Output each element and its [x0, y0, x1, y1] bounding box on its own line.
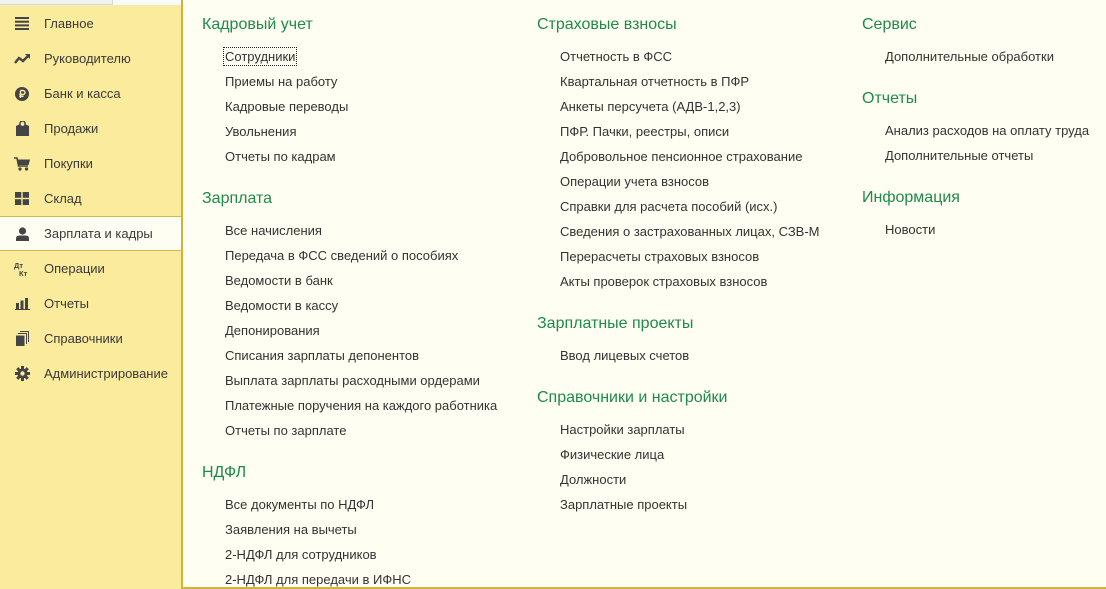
link-szv-m[interactable]: Сведения о застрахованных лицах, СЗВ-М	[560, 224, 820, 239]
sections-sidebar	[0, 6, 181, 589]
ruble-coin-icon	[14, 86, 30, 102]
gear-icon	[14, 366, 30, 382]
sidebar-item-label: Продажи	[44, 121, 99, 136]
link-payment-orders[interactable]: Платежные поручения на каждого работника	[225, 398, 498, 413]
link-deduction-applications[interactable]: Заявления на вычеты	[225, 522, 357, 537]
top-tab-segment	[112, 0, 181, 5]
sidebar-item-label: Банк и касса	[44, 86, 121, 101]
link-labor-cost-analysis[interactable]: Анализ расходов на оплату труда	[885, 123, 1090, 138]
person-icon	[14, 226, 30, 242]
link-pfr-quarterly[interactable]: Квартальная отчетность в ПФР	[560, 74, 750, 89]
link-cash-statements[interactable]: Ведомости в кассу	[225, 298, 339, 313]
sidebar-item-administration[interactable]	[0, 356, 181, 391]
link-individuals[interactable]: Физические лица	[560, 447, 665, 462]
link-employees[interactable]: Сотрудники	[225, 49, 296, 64]
sidebar-item-reports[interactable]	[0, 286, 181, 321]
link-all-accruals[interactable]: Все начисления	[225, 223, 322, 238]
link-news[interactable]: Новости	[885, 222, 936, 237]
group-title-salary-projects: Зарплатные проекты	[537, 315, 694, 332]
link-dismissals[interactable]: Увольнения	[225, 124, 297, 139]
link-positions[interactable]: Должности	[560, 472, 627, 487]
group-title-hr: Кадровый учет	[202, 16, 313, 33]
shopping-cart-icon	[14, 156, 30, 172]
link-bank-statements[interactable]: Ведомости в банк	[225, 273, 333, 288]
sidebar-item-manager[interactable]	[0, 41, 181, 76]
group-title-reports: Отчеты	[862, 90, 918, 107]
link-additional-processing[interactable]: Дополнительные обработки	[885, 49, 1054, 64]
link-salary-reports[interactable]: Отчеты по зарплате	[225, 423, 347, 438]
link-personal-accounts[interactable]: Ввод лицевых счетов	[560, 348, 690, 363]
link-2ndfl-ifns[interactable]: 2-НДФЛ для передачи в ИФНС	[225, 572, 412, 587]
warehouse-grid-icon	[14, 191, 30, 207]
link-additional-reports[interactable]: Дополнительные отчеты	[885, 148, 1034, 163]
menu-lines-icon	[14, 16, 30, 32]
shopping-bag-icon	[14, 121, 30, 137]
trend-chart-icon	[14, 51, 30, 67]
group-title-ndfl: НДФЛ	[202, 464, 247, 481]
top-tab-strip	[0, 0, 181, 5]
link-salary-projects[interactable]: Зарплатные проекты	[560, 497, 688, 512]
sidebar-item-operations[interactable]	[0, 251, 181, 286]
sidebar-item-bank-cash[interactable]	[0, 76, 181, 111]
link-depositing[interactable]: Депонирования	[225, 323, 320, 338]
link-pfr-packs[interactable]: ПФР. Пачки, реестры, описи	[560, 124, 730, 139]
link-cash-order-payouts[interactable]: Выплата зарплаты расходными ордерами	[225, 373, 480, 388]
link-salary-settings[interactable]: Настройки зарплаты	[560, 422, 685, 437]
sidebar-item-warehouse[interactable]	[0, 181, 181, 216]
link-fss-benefits[interactable]: Передача в ФСС сведений о пособиях	[225, 248, 459, 263]
link-fss-reporting[interactable]: Отчетность в ФСС	[560, 49, 673, 64]
sidebar-item-label: Склад	[44, 191, 82, 206]
stacked-docs-icon	[14, 331, 30, 347]
sidebar-item-label: Главное	[44, 16, 94, 31]
bar-chart-icon	[14, 296, 30, 312]
group-title-service: Сервис	[862, 16, 917, 33]
sidebar-item-main[interactable]	[0, 6, 181, 41]
sidebar-item-references[interactable]	[0, 321, 181, 356]
svg-text:Кт: Кт	[19, 268, 28, 277]
sidebar-item-sales[interactable]	[0, 111, 181, 146]
svg-text:Дт: Дт	[14, 260, 24, 270]
link-contribution-audits[interactable]: Акты проверок страховых взносов	[560, 274, 768, 289]
sidebar-item-salary-hr[interactable]	[0, 216, 181, 251]
sidebar-item-label: Справочники	[44, 331, 123, 346]
link-all-ndfl-docs[interactable]: Все документы по НДФЛ	[225, 497, 375, 512]
group-title-insurance: Страховые взносы	[537, 16, 677, 33]
group-title-salary: Зарплата	[202, 190, 273, 207]
link-hires[interactable]: Приемы на работу	[225, 74, 338, 89]
sidebar-item-label: Операции	[44, 261, 105, 276]
debit-credit-icon	[14, 261, 30, 277]
group-title-information: Информация	[862, 189, 960, 206]
sidebar-item-label: Администрирование	[44, 366, 168, 381]
sidebar-item-label: Отчеты	[44, 296, 89, 311]
section-panel	[181, 0, 1106, 589]
link-adv-forms[interactable]: Анкеты персучета (АДВ-1,2,3)	[560, 99, 741, 114]
sidebar-item-label: Зарплата и кадры	[44, 226, 153, 241]
link-depositor-writeoffs[interactable]: Списания зарплаты депонентов	[225, 348, 420, 363]
link-contribution-operations[interactable]: Операции учета взносов	[560, 174, 710, 189]
sidebar-item-label: Покупки	[44, 156, 93, 171]
link-transfers[interactable]: Кадровые переводы	[225, 99, 349, 114]
link-contribution-recalcs[interactable]: Перерасчеты страховых взносов	[560, 249, 760, 264]
link-hr-reports[interactable]: Отчеты по кадрам	[225, 149, 336, 164]
link-voluntary-pension[interactable]: Добровольное пенсионное страхование	[560, 149, 803, 164]
link-benefit-certificates[interactable]: Справки для расчета пособий (исх.)	[560, 199, 778, 214]
sidebar-item-purchases[interactable]	[0, 146, 181, 181]
group-title-references-settings: Справочники и настройки	[537, 389, 728, 406]
link-2ndfl-employees[interactable]: 2-НДФЛ для сотрудников	[225, 547, 377, 562]
sidebar-item-label: Руководителю	[44, 51, 131, 66]
